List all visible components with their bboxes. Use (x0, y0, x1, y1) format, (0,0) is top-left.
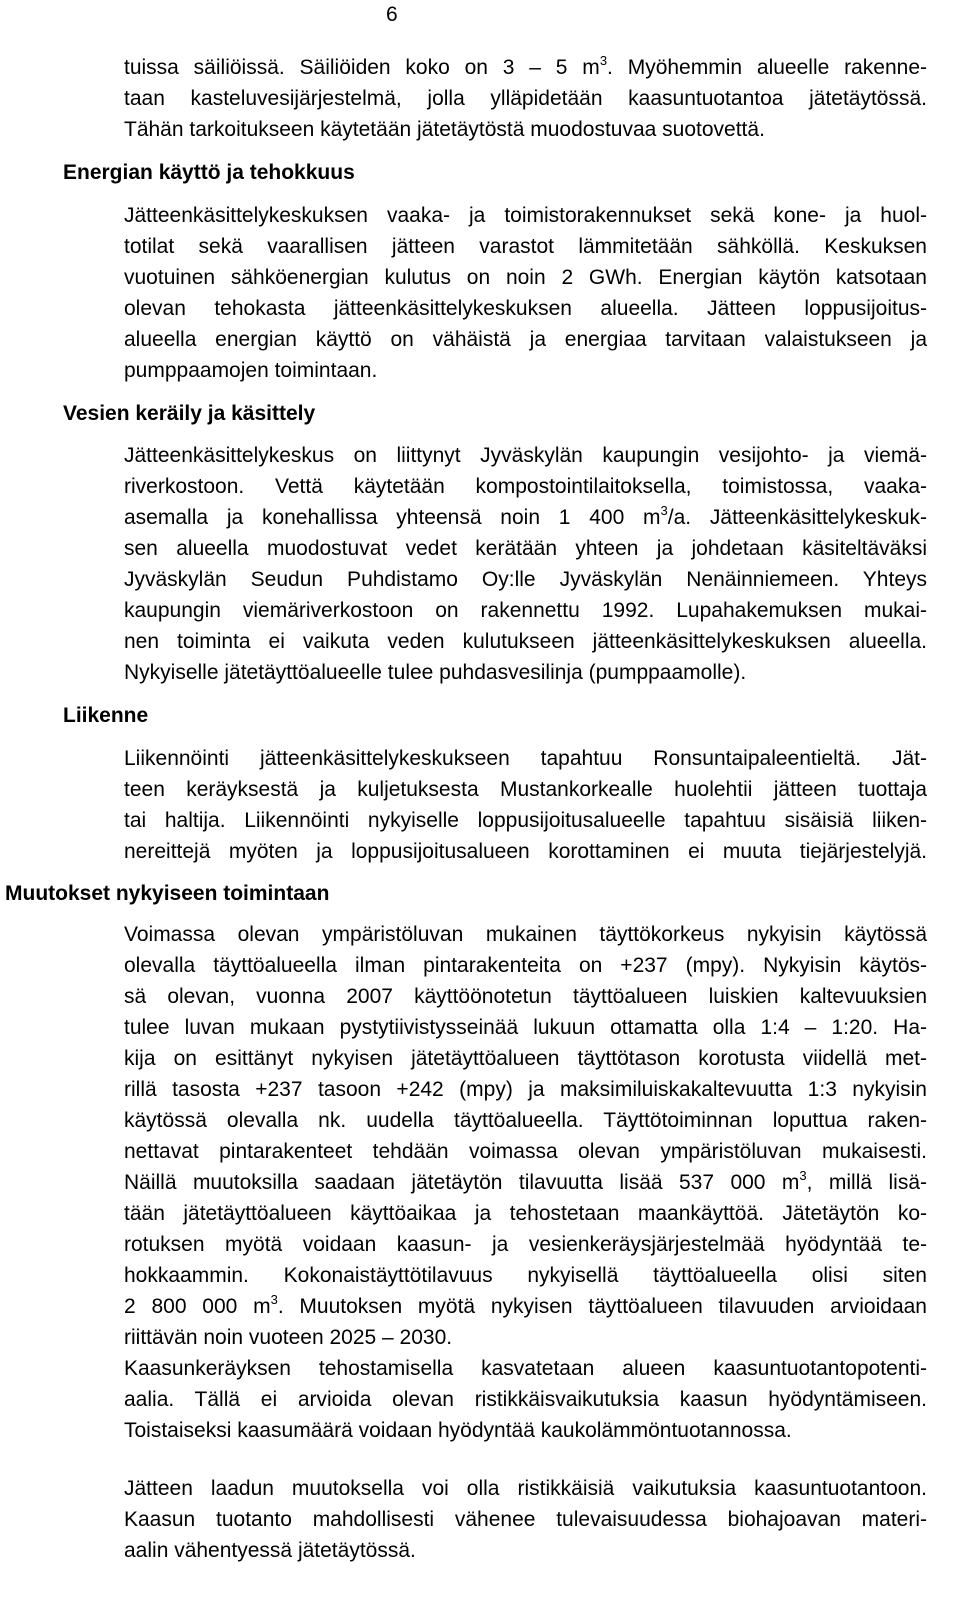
page-number: 6 (386, 3, 398, 26)
paragraph-line: tuissa säiliöissä. Säiliöiden koko on 3 – 5 $m^3$. Myöhemmin alueelle rakenne- (124, 53, 927, 79)
paragraph-line: tai haltija. Liikennöinti nykyiselle loppusijoitusalueelle tapahtuu sisäisiä liiken- (124, 809, 927, 832)
paragraph-line: Kaasunkeräyksen tehostamisella kasvatetaan alueen kaasuntuotantopotenti- (124, 1357, 927, 1380)
paragraph-line: Jyväskylän Seudun Puhdistamo Oy:lle Jyväskylän Nenäinniemeen. Yhteys (124, 568, 927, 591)
paragraph-line: Voimassa olevan ympäristöluvan mukainen täyttökorkeus nykyisin käytössä (124, 923, 927, 946)
section-heading-muutokset: Muutokset nykyiseen toimintaan (5, 882, 330, 905)
paragraph-line: asemalla ja konehallissa yhteensä noin 1 400 $m^3/a$. Jätteenkäsittelykeskuk- (124, 503, 928, 529)
paragraph-line: käytössä olevalla nk. uudella täyttöalueella. Täyttötoiminnan loputtua raken- (124, 1109, 927, 1132)
paragraph-line: Näillä muutoksilla saadaan jätetäytön tilavuutta lisää 537 000 $m^3$, millä lisä- (124, 1168, 927, 1194)
paragraph-line: alueella energian käyttö on vähäistä ja energiaa tarvitaan valaistukseen ja (124, 328, 927, 351)
paragraph-line: tään jätetäyttöalueen käyttöaikaa ja tehostetaan maankäyttöä. Jätetäytön ko- (124, 1202, 927, 1225)
paragraph-line: sen alueella muodostuvat vedet kerätään yhteen ja johdetaan käsiteltäväksi (124, 537, 927, 560)
paragraph-line: nen toiminta ei vaikuta veden kulutukseen jätteenkäsittelykeskuksen alueella. (124, 630, 927, 653)
paragraph-line: rillä tasosta +237 tasoon +242 (mpy) ja maksimiluiskakaltevuutta 1:3 nykyisin (124, 1078, 927, 1101)
paragraph-line: riittävän noin vuoteen 2025 – 2030. (124, 1326, 453, 1349)
paragraph-line: taan kasteluvesijärjestelmä, jolla ylläpidetään kaasuntuotantoa jätetäytössä. (124, 87, 927, 110)
paragraph-line: kaupungin viemäriverkostoon on rakennettu 1992. Lupahakemuksen mukai- (124, 599, 927, 622)
section-heading-energia: Energian käyttö ja tehokkuus (63, 161, 355, 184)
paragraph-line: aalia. Tällä ei arvioida olevan ristikkäisvaikutuksia kaasun hyödyntämiseen. (124, 1388, 927, 1411)
paragraph-line: Tähän tarkoitukseen käytetään jätetäytöstä muodostuvaa suotovettä. (124, 118, 765, 141)
paragraph-line: kija on esittänyt nykyisen jätetäyttöalueen täyttötason korotusta viidellä met- (124, 1047, 927, 1070)
paragraph-line: Liikennöinti jätteenkäsittelykeskukseen tapahtuu Ronsuntaipaleentieltä. Jät- (124, 747, 927, 770)
paragraph-line: tulee luvan mukaan pystytiivistysseinää lukuun ottamatta olla 1:4 – 1:20. Ha- (124, 1016, 927, 1039)
paragraph-line: nettavat pintarakenteet tehdään voimassa olevan ympäristöluvan mukaisesti. (124, 1140, 927, 1163)
paragraph-line: sä olevan, vuonna 2007 käyttöönotetun täyttöalueen luiskien kaltevuuksien (124, 985, 927, 1008)
paragraph-line: rotuksen myötä voidaan kaasun- ja vesienkeräysjärjestelmää hyödyntää te- (124, 1233, 927, 1256)
paragraph-line: vuotuinen sähköenergian kulutus on noin 2 GWh. Energian käytön katsotaan (124, 266, 927, 289)
paragraph-line: 2 800 000 $m^3$. Muutoksen myötä nykyisen täyttöalueen tilavuuden arvioidaan (124, 1292, 927, 1318)
paragraph-line: Toistaiseksi kaasumäärä voidaan hyödyntää kaukolämmöntuotannossa. (124, 1419, 792, 1442)
paragraph-line: olevan tehokasta jätteenkäsittelykeskuksen alueella. Jätteen loppusijoitus- (124, 297, 927, 320)
paragraph-line: pumppaamojen toimintaan. (124, 359, 378, 382)
paragraph-line: aalin vähentyessä jätetäytössä. (124, 1539, 416, 1562)
paragraph-line: hokkaammin. Kokonaistäyttötilavuus nykyisellä täyttöalueella olisi siten (124, 1264, 927, 1287)
paragraph-line: Jätteenkäsittelykeskuksen vaaka- ja toimistorakennukset sekä kone- ja huol- (124, 204, 927, 227)
paragraph-line: Nykyiselle jätetäyttöalueelle tulee puhdasvesilinja (pumppaamolle). (124, 661, 747, 684)
section-heading-liikenne: Liikenne (63, 704, 149, 727)
paragraph-line: Jätteenkäsittelykeskus on liittynyt Jyväskylän kaupungin vesijohto- ja viemä- (124, 444, 927, 467)
paragraph-line: nereittejä myöten ja loppusijoitusalueen korottaminen ei muuta tiejärjestelyjä. (124, 840, 927, 863)
paragraph-line: riverkostoon. Vettä käytetään kompostointilaitoksella, toimistossa, vaaka- (124, 475, 927, 498)
section-heading-vesien: Vesien keräily ja käsittely (63, 402, 316, 425)
paragraph-line: olevalla täyttöalueella ilman pintarakenteita on +237 (mpy). Nykyisin käytös- (124, 954, 927, 977)
paragraph-line: teen keräyksestä ja kuljetuksesta Mustankorkealle huolehtii jätteen tuottaja (124, 778, 927, 801)
paragraph-line: Kaasun tuotanto mahdollisesti vähenee tulevaisuudessa biohajoavan materi- (124, 1508, 927, 1531)
paragraph-line: totilat sekä vaarallisen jätteen varastot lämmitetään sähköllä. Keskuksen (124, 235, 927, 258)
paragraph-line: Jätteen laadun muutoksella voi olla ristikkäisiä vaikutuksia kaasuntuotantoon. (124, 1477, 927, 1500)
